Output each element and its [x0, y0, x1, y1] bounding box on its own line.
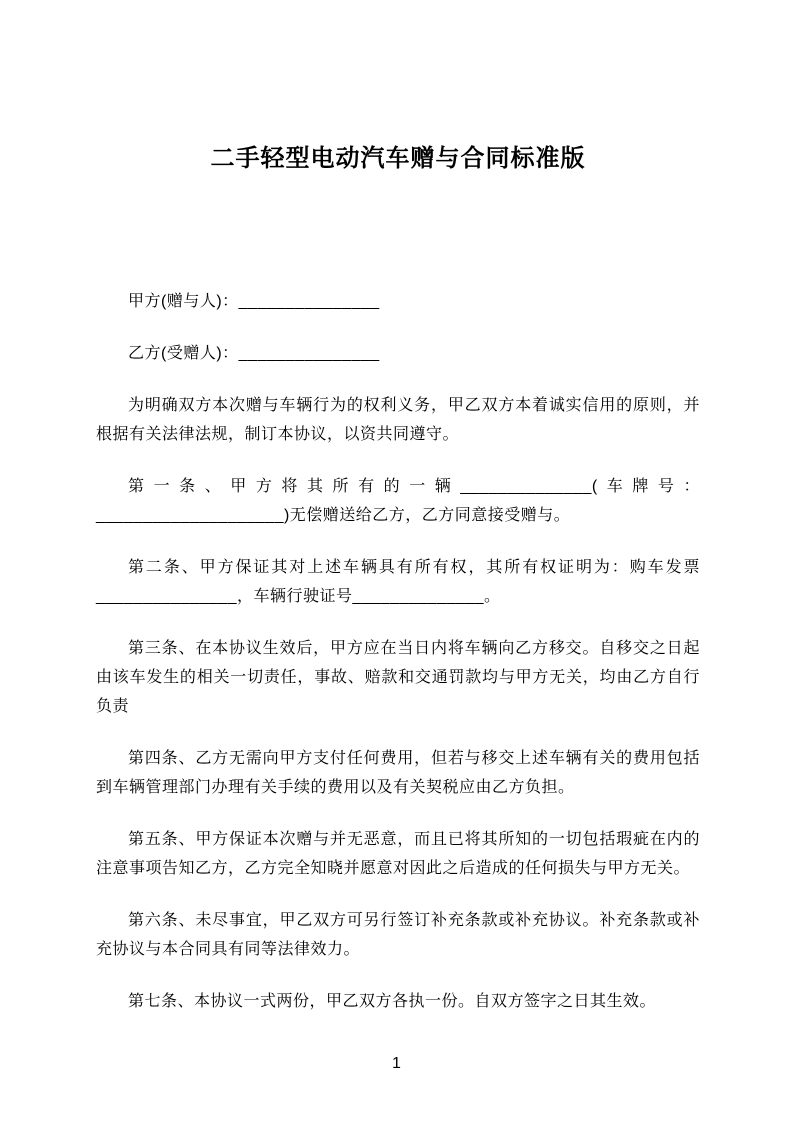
clause-2: 第二条、甲方保证其对上述车辆具有所有权，其所有权证明为：购车发票_______________，车辆行驶证号______________。 [96, 559, 700, 605]
document-title: 二手轻型电动汽车赠与合同标准版 [210, 145, 586, 172]
party-b-line: 乙方(受赠人)：_______________ [128, 345, 380, 362]
clause-3: 第三条、在本协议生效后，甲方应在当日内将车辆向乙方移交。自移交之日起由该车发生的相关一切责任，事故、赔款和交通罚款均与甲方无关，均由乙方自行负责 [96, 640, 700, 715]
party-a-line: 甲方(赠与人)：_______________ [128, 293, 380, 310]
clause-6: 第六条、未尽事宜，甲乙双方可另行签订补充条款或补充协议。补充条款或补充协议与本合同具有同等法律效力。 [96, 912, 700, 958]
clause-4: 第四条、乙方无需向甲方支付任何费用，但若与移交上述车辆有关的费用包括到车辆管理部门办理有关手续的费用以及有关契税应由乙方负担。 [96, 750, 700, 796]
clause-5: 第五条、甲方保证本次赠与并无恶意，而且已将其所知的一切包括瑕疵在内的注意事项告知乙方，乙方完全知晓并愿意对因此之后造成的任何损失与甲方无关。 [96, 831, 700, 877]
clause-7: 第七条、本协议一式两份，甲乙双方各执一份。自双方签字之日其生效。 [128, 993, 657, 1010]
preamble-paragraph: 为明确双方本次赠与车辆行为的权利义务，甲乙双方本着诚实信用的原则，并根据有关法律法规，制订本协议，以资共同遵守。 [96, 397, 700, 443]
clause-1: 第一条、甲方将其所有的一辆______________(车牌号：____________________)无偿赠送给乙方，乙方同意接受赠与。 [96, 478, 700, 524]
page-number: 1 [392, 1055, 401, 1072]
